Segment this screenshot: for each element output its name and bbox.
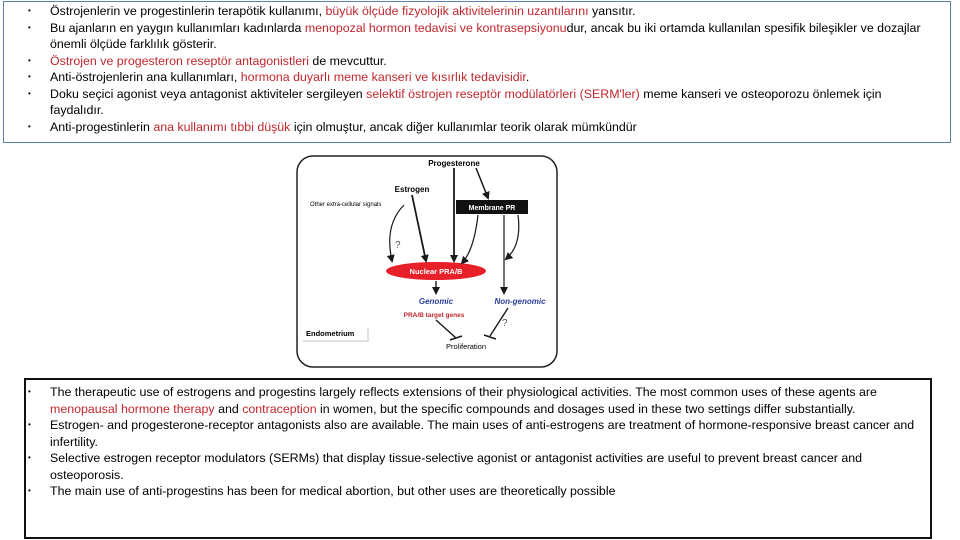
bullet-marker: • — [28, 387, 31, 396]
question-mark-2: ? — [502, 318, 508, 329]
label-proliferation: Proliferation — [445, 342, 487, 351]
body-text: meme kanseri ve osteoporozu önlemek için faydalıdır. — [50, 86, 882, 117]
bullet-marker: • — [28, 486, 31, 495]
body-text: Estrogen- and progesterone-receptor antagonists also are available. The main uses of anti-estrogens are treatment of hormone-responsive breast cancer and infertility. — [50, 418, 915, 449]
progesterone-signaling-diagram — [296, 155, 558, 368]
body-text: The therapeutic use of estrogens and progestins largely reflects extensions of their physiological activities. The most common uses of these agents are — [50, 385, 877, 399]
body-text: Bu ajanların en yaygın kullanımları kadınlarda — [50, 20, 305, 35]
turkish-bullet-item — [28, 3, 930, 20]
bullet-marker: • — [28, 6, 31, 15]
bullet-marker: • — [28, 55, 31, 65]
body-text: . — [525, 70, 530, 84]
body-text: de mevcuttur. — [308, 53, 387, 68]
body-text: Selective estrogen receptor modulators (SERMs) that display tissue-selective agonist or antagonist activities are useful to prevent breast cancer and osteoporosis. — [50, 451, 862, 482]
turkish-bullet-item — [28, 119, 930, 136]
english-bullet-list — [28, 384, 922, 500]
body-text: Östrojenlerin ve progestinlerin terapötik kullanımı, — [50, 4, 326, 18]
label-other-signals: Other extra-cellular signals — [310, 202, 382, 208]
turkish-bullet-item — [28, 69, 930, 86]
turkish-bullet-item — [28, 86, 930, 119]
english-bullet-item — [28, 384, 922, 417]
turkish-bullet-item — [28, 20, 930, 53]
body-text: Anti-progestinlerin — [50, 119, 154, 134]
turkish-bullet-list — [28, 3, 930, 135]
body-text: yansıtır. — [588, 4, 636, 18]
label-target-genes: PRA/B target genes — [403, 312, 465, 319]
highlighted-text: contraception — [242, 401, 317, 416]
body-text: dur, ancak bu iki ortamda kullanılan spesifik bileşikler ve dozajlar önemli ölçüde farklılık gösterir. — [50, 20, 921, 51]
highlighted-text: büyük ölçüde fizyolojik aktivitelerinin uzantılarını — [325, 4, 589, 18]
bullet-marker: • — [28, 420, 31, 429]
highlighted-text: hormona duyarlı meme kanseri ve kısırlık tedavisidir — [240, 70, 526, 84]
label-genomic: Genomic — [418, 297, 454, 306]
body-text: in women, but the specific compounds and dosages used in these two settings differ substantially. — [316, 401, 856, 416]
english-bullet-item — [28, 417, 922, 450]
label-membrane-pr: Membrane PR — [468, 205, 516, 212]
body-text: and — [214, 401, 243, 416]
highlighted-text: selektif östrojen reseptör modülatörleri (SERM'ler) — [366, 86, 640, 101]
bullet-marker: • — [28, 88, 31, 98]
body-text: The main use of anti-progestins has been for medical abortion, but other uses are theoretically possible — [50, 484, 616, 498]
body-text: için olmuştur, ancak diğer kullanımlar teorik olarak mümkündür — [290, 119, 637, 134]
turkish-bullet-item — [28, 53, 930, 70]
label-endometrium: Endometrium — [306, 329, 355, 338]
highlighted-text: menopozal hormon tedavisi ve kontrasepsiyonu — [304, 20, 567, 35]
highlighted-text: Östrojen ve progesteron reseptör antagonistleri — [50, 53, 309, 68]
label-nuclear-pr: Nuclear PRA/B — [409, 267, 463, 276]
body-text: Anti-östrojenlerin ana kullanımları, — [50, 70, 241, 84]
highlighted-text: menopausal hormone therapy — [50, 401, 215, 416]
body-text: Doku seçici agonist veya antagonist aktiviteler sergileyen — [50, 86, 367, 101]
bullet-marker: • — [28, 453, 31, 462]
label-estrogen: Estrogen — [394, 185, 430, 194]
label-progesterone: Progesterone — [428, 159, 480, 168]
question-mark-1: ? — [395, 240, 401, 251]
english-bullet-item — [28, 450, 922, 483]
bullet-marker: • — [28, 22, 31, 32]
bullet-marker: • — [28, 121, 31, 131]
english-bullet-item — [28, 483, 922, 500]
highlighted-text: ana kullanımı tıbbi düşük — [153, 119, 291, 134]
label-non-genomic: Non-genomic — [494, 297, 546, 306]
bullet-marker: • — [28, 72, 31, 81]
